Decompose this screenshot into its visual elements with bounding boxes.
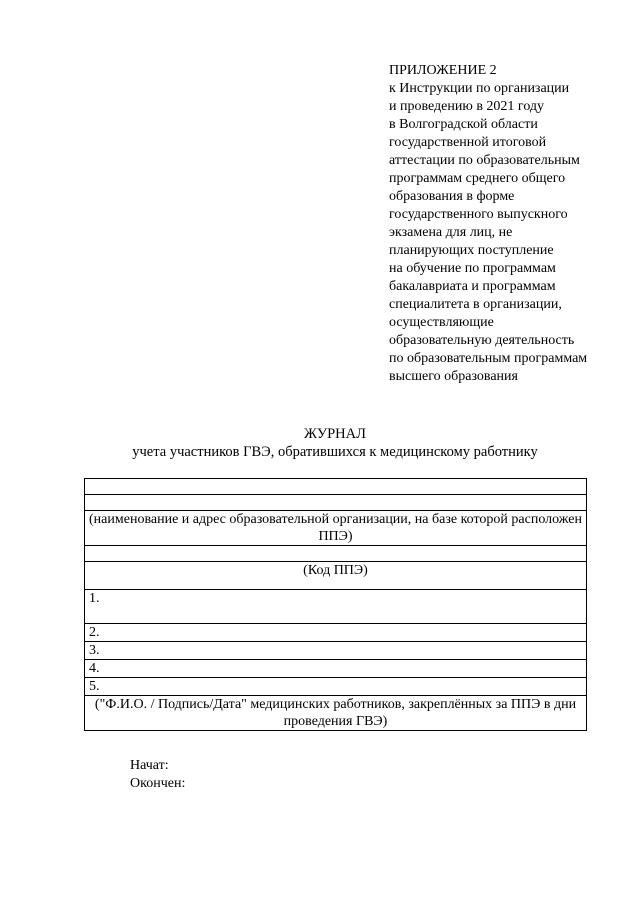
entry-number: 3.: [85, 642, 587, 660]
appendix-line: к Инструкции по организации: [389, 81, 570, 96]
entry-row: [85, 678, 587, 696]
appendix-line: экзамена для лиц, не: [389, 225, 513, 240]
entry-number: 4.: [85, 660, 587, 678]
entry-row: [85, 660, 587, 678]
blank-row: [85, 479, 587, 495]
entry-number: 1.: [85, 590, 587, 624]
code-caption: (Код ППЭ): [85, 562, 587, 590]
org-caption: (наименование и адрес образовательной организации, на базе которой расположен ППЭ): [85, 511, 587, 546]
appendix-line: и проведению в 2021 году: [389, 99, 545, 114]
entry-row: [85, 624, 587, 642]
entry-row: [85, 590, 587, 624]
appendix-line: государственной итоговой: [389, 135, 547, 150]
entry-number: 5.: [85, 678, 587, 696]
journal-footer: [130, 757, 185, 793]
appendix-line: ПРИЛОЖЕНИЕ 2: [389, 63, 497, 78]
journal-heading: ЖУРНАЛ: [304, 426, 366, 442]
appendix-line: государственного выпускного: [389, 207, 568, 222]
entry-row: [85, 642, 587, 660]
appendix-line: высшего образования: [389, 369, 518, 384]
appendix-line: по образовательным программам: [389, 351, 588, 366]
appendix-line: на обучение по программам: [389, 261, 556, 276]
blank-row: [85, 495, 587, 511]
appendix-line: образовательную деятельность: [389, 333, 575, 348]
blank-row: [85, 546, 587, 562]
journal-title-block: [0, 425, 640, 461]
appendix-line: осуществляющие: [389, 315, 494, 330]
appendix-line: бакалавриата и программам: [389, 279, 556, 294]
appendix-line: в Волгоградской области: [389, 117, 538, 132]
code-caption-row: [85, 562, 587, 590]
appendix-header: [389, 62, 587, 386]
finished-label: Окончен:: [130, 776, 186, 791]
staff-caption-row: [85, 696, 587, 731]
appendix-line: аттестации по образовательным: [389, 153, 580, 168]
appendix-line: образования в форме: [389, 189, 515, 204]
appendix-line: планирующих поступление: [389, 243, 554, 258]
journal-subheading: учета участников ГВЭ, обратившихся к медицинскому работнику: [132, 444, 538, 460]
journal-table: [84, 478, 587, 731]
started-label: Начат:: [130, 758, 169, 773]
org-caption-row: [85, 511, 587, 546]
entry-number: 2.: [85, 624, 587, 642]
appendix-line: программам среднего общего: [389, 171, 566, 186]
staff-caption: ("Ф.И.О. / Подпись/Дата" медицинских работников, закреплённых за ППЭ в дни проведения ГВЭ): [85, 696, 587, 731]
appendix-line: специалитета в организации,: [389, 297, 562, 312]
